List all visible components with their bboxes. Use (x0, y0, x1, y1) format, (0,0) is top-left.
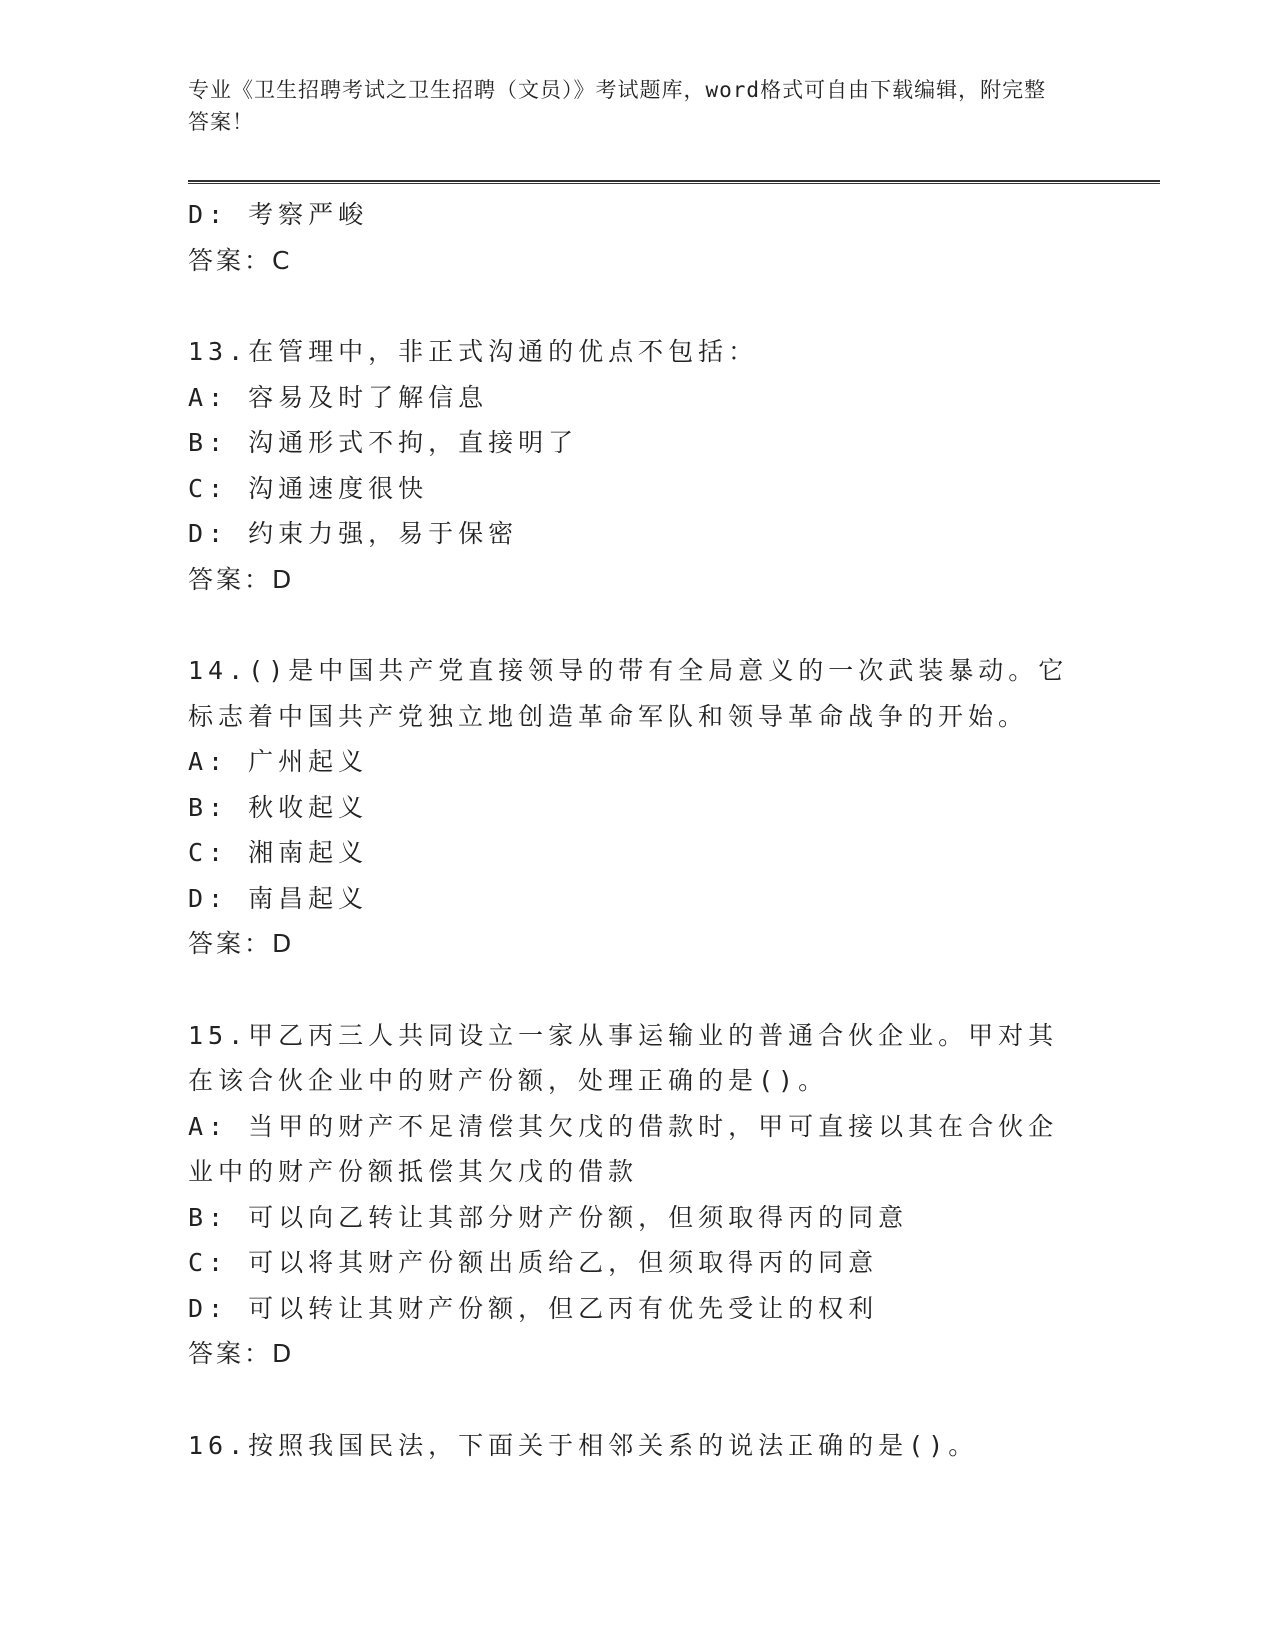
question-13 (188, 329, 1088, 602)
option-d: D: 可以转让其财产份额，但乙丙有优先受让的权利 (188, 1293, 879, 1323)
answer: 答案：D (188, 1339, 295, 1368)
option-d: D: 考察严峻 (188, 200, 369, 229)
answer: 答案：D (188, 929, 295, 958)
option-d: D: 约束力强，易于保密 (188, 519, 519, 548)
option-c: C: 可以将其财产份额出质给乙，但须取得丙的同意 (188, 1248, 879, 1277)
option-b: B: 可以向乙转让其部分财产份额，但须取得丙的同意 (188, 1202, 909, 1232)
header-divider (188, 180, 1160, 184)
option-a: A: 容易及时了解信息 (188, 382, 489, 412)
document-header: 专业《卫生招聘考试之卫生招聘（文员）》考试题库，word格式可自由下载编辑，附完整答案！ (188, 78, 1047, 134)
question-14 (188, 648, 1088, 967)
option-a: A: 当甲的财产不足清偿其欠戊的借款时，甲可直接以其在合伙企业中的财产份额抵偿其欠戊的借款 (188, 1111, 1059, 1186)
option-c: C: 湘南起义 (188, 838, 369, 867)
answer: 答案：C (188, 245, 293, 275)
question-16 (188, 1423, 1088, 1469)
question-stem: 16.按照我国民法，下面关于相邻关系的说法正确的是()。 (188, 1430, 979, 1460)
option-c: C: 沟通速度很快 (188, 473, 429, 503)
question-stem: 15.甲乙丙三人共同设立一家从事运输业的普通合伙企业。甲对其在该合伙企业中的财产份额，处理正确的是()。 (188, 1020, 1059, 1095)
question-stem: 14.()是中国共产党直接领导的带有全局意义的一次武装暴动。它标志着中国共产党独立地创造革命军队和领导革命战争的开始。 (188, 656, 1069, 731)
question-list (188, 192, 1088, 1468)
option-b: B: 秋收起义 (188, 792, 369, 822)
question-stem: 13.在管理中，非正式沟通的优点不包括： (188, 337, 759, 366)
option-b: B: 沟通形式不拘，直接明了 (188, 428, 579, 457)
option-d: D: 南昌起义 (188, 883, 369, 913)
answer: 答案：D (188, 564, 295, 594)
question-15 (188, 1013, 1088, 1377)
option-a: A: 广州起义 (188, 747, 369, 776)
